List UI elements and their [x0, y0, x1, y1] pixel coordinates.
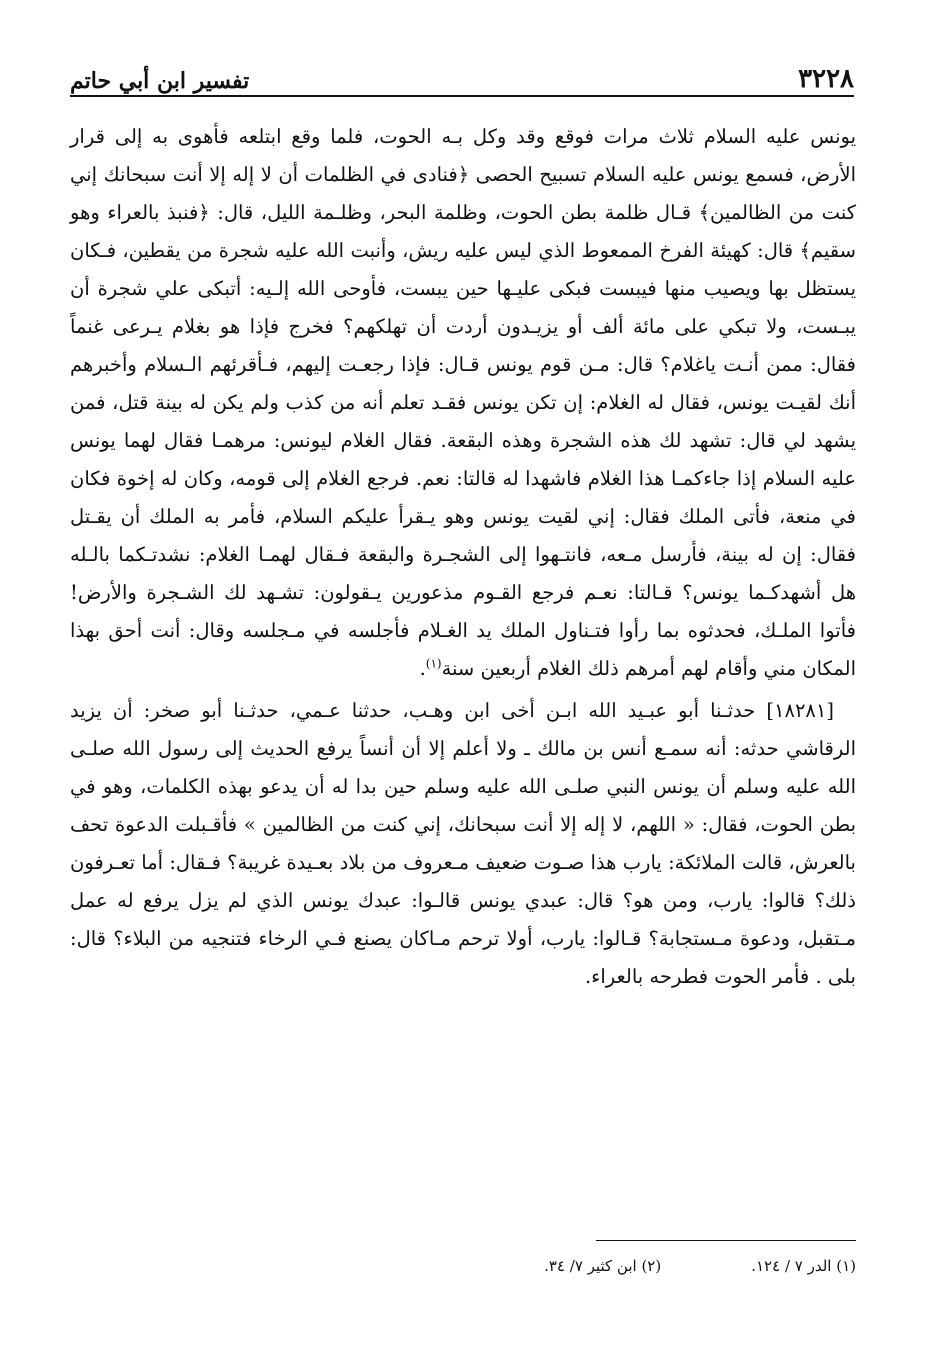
body-text	[70, 118, 856, 996]
header-divider	[70, 95, 854, 97]
page-number: ٣٢٢٨	[798, 64, 854, 94]
footnote-1: (١) الدر ٧ / ١٢٤.	[751, 1257, 856, 1275]
paragraph-1	[70, 118, 856, 688]
page-header	[70, 52, 854, 92]
footnote-2: (٢) ابن كثير ٧/ ٣٤.	[544, 1257, 662, 1275]
footnote-reference: (١)	[425, 656, 442, 671]
footnotes	[330, 1255, 856, 1277]
paragraph-2: [١٨٢٨١] حدثـنا أبو عبـيد الله ابـن أخى ابن وهـب، حدثنا عـمي، حدثـنا أبو صخر: أن يزيد الرقاشي حدثه: أنه سمـع أنس بن مالك ـ ولا أعلم إلا أن أنساً يرفع الحديث إلى رسول الله صلـى الله عليه وسلم أن يونس النبي صلـى الله عليه وسلم حين بدا له أن يدعو بهذه الكلمات، وهو في بطن الحوت، فقال: « اللهم، لا إله إلا أنت سبحانك، إني كنت من الظالمين » فأقـبلت الدعوة تحف بالعرش، قالت الملائكة: يارب هذا صـوت ضعيف مـعروف من بلاد بعـيدة غريبة؟ فـقال: أما تعـرفون ذلك؟ قالوا: يارب، ومن هو؟ قال: عبدي يونس قالـوا: عبدك يونس الذي لم يزل يرفع له عمل مـتقبل، ودعوة مـستجابة؟ قـالوا: يارب، أولا ترحم مـاكان يصنع فـي الرخاء فتنجيه من البلاء؟ قال: بلى . فأمر الحوت فطرحه بالعراء.	[70, 699, 856, 988]
running-title: تفسير ابن أبي حاتم	[70, 68, 250, 94]
paragraph-1-text: يونس عليه السلام ثلاث مرات فوقع وقد وكل بـه الحوت، فلما وقع ابتلعه فأهوى به إلى قرار الأرض، فسمع يونس عليه السلام تسبيح الحصى ﴿فنادى في الظلمات أن لا إله إلا أنت سبحانك إني كنت من الظالمين﴾ قـال ظلمة بطن الحوت، وظلمة البحر، وظلـمة الليل، قال: ﴿فنبذ بالعراء وهو سقيم﴾ قال: كهيئة الفرخ الممعوط الذي ليس عليه ريش، وأنبت الله عليه شجرة من يقطين، فـكان يستظل بها ويصيب منها فيبست فبكى عليـها حين يبست، فأوحى الله إلـيه: أتبكى علي شجرة أن يبـست، ولا تبكي على مائة ألف أو يزيـدون أردت أن تهلكهم؟ فخرج فإذا هو بغلام يـرعى غنماً فقال: ممن أنـت ياغلام؟ قال: مـن قوم يونس قـال: فإذا رجعـت إليهم، فـأقرئهم الـسلام وأخبرهم أنك لقيـت يونس، فقال له الغلام: إن تكن يونس فقـد تعلم أنه من كذب ولم يكن له بينة قتل، فمن يشهد لي قال: تشهد لك هذه الشجرة وهذه البقعة. فقال الغلام ليونس: مرهمـا فقال لهما يونس عليه السلام إذا جاءكمـا هذا الغلام فاشهدا له قالتا: نعم. فرجع الغلام إلى قومه، وكان له إخوة فكان في منعة، فأتى الملك فقال: إني لقيت يونس وهو يـقرأ عليكم السلام، فأمر به الملك أن يقـتل فقال: إن له بينة، فأرسل مـعه، فانتـهوا إلى الشجـرة والبقعة فـقال لهمـا الغلام: نشدتـكما بالـله هل أشهدكـما يونس؟ قـالتا: نعـم فرجع القـوم مذعورين يـقولون: تشـهد لك الشـجرة والأرض! فأتوا الملـك، فحدثوه بما رأوا فتـناول الملك يد الغـلام فأجلسه في مـجلسه وقال: أنت أحق بهذا المكان مني وأقام لهم أمرهم ذلك الغلام أربعين سنة	[70, 125, 856, 680]
paragraph-1-end: .	[419, 657, 426, 680]
footnote-divider	[596, 1240, 856, 1241]
